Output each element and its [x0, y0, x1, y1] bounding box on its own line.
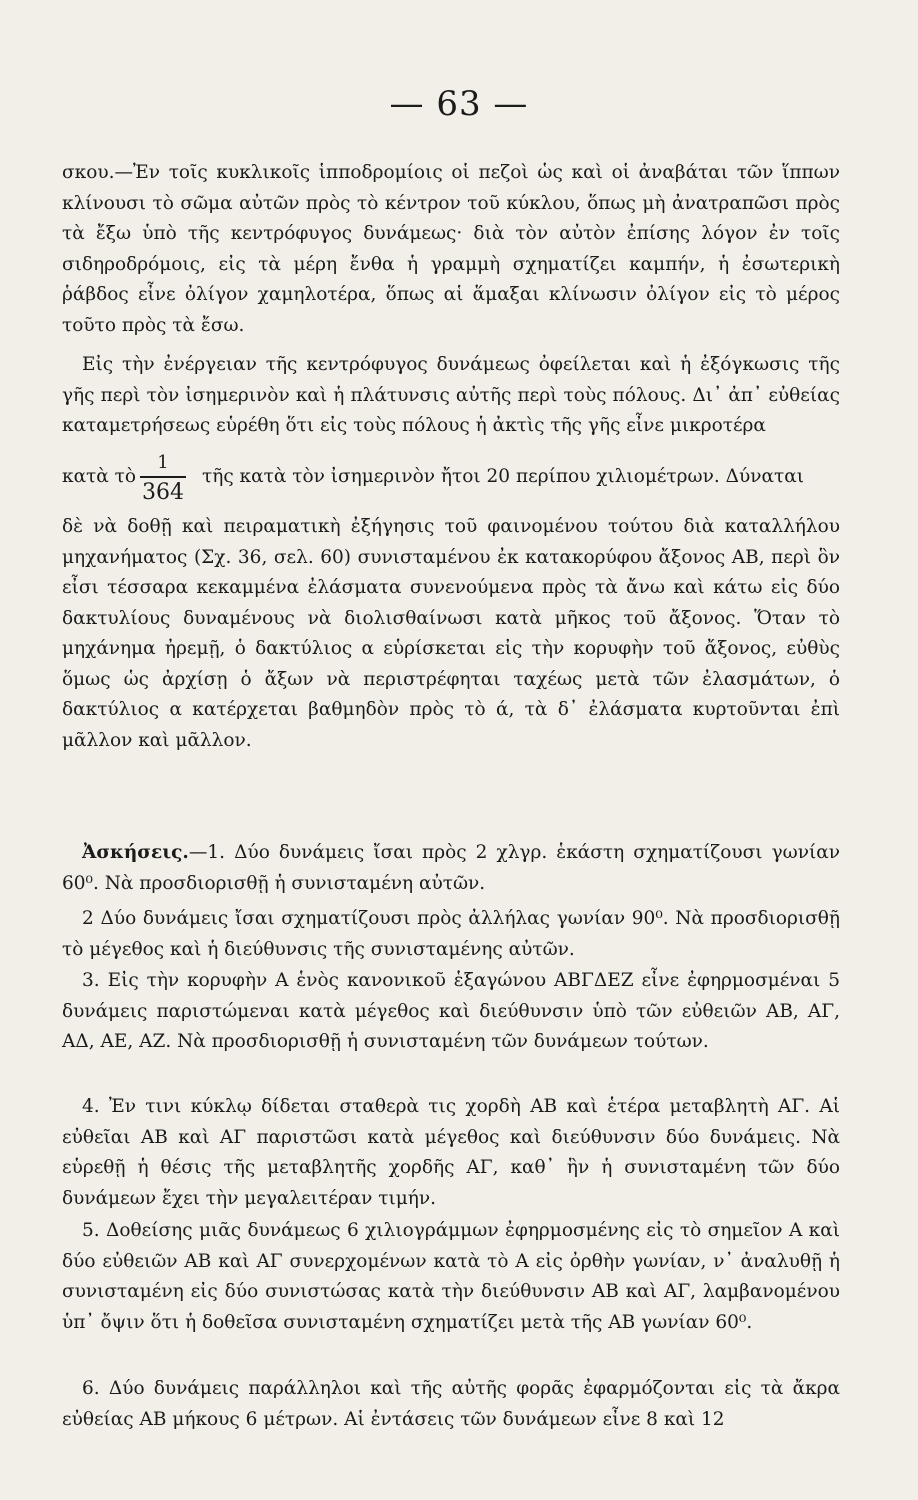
fraction-numerator: 1: [157, 452, 169, 473]
exercise-6: 6. Δύο δυνάμεις παράλληλοι καὶ τῆς αὐτῆς φορᾶς ἐφαρμόζονται εἰς τὰ ἄκρα εὐθείας ΑΒ μήκους 6 μέτρων. Αἱ ἐντάσεις τῶν δυνάμεων εἶνε 8 καὶ 12: [62, 1378, 840, 1430]
exercise-5: 5. Δοθείσης μιᾶς δυνάμεως 6 χιλιογράμμων ἐφηρμοσμένης εἰς τὸ σημεῖον Α καὶ δύο εὐθειῶν ΑΒ καὶ ΑΓ συνερχομένων κατὰ τὸ Α εἰς ὀρθὴν γωνίαν, ν᾽ ἀναλυθῇ ἡ συνισταμένη εἰς δύο συνιστώσας κατὰ τὴν διεύθυνσιν ΑΒ καὶ ΑΓ, λαμβανομένου ὑπ᾽ ὄψιν ὅτι ἡ δοθεῖσα συνισταμένη σχηματίζει μετὰ τῆς ΑΒ γωνίαν 60⁰.: [62, 1220, 840, 1333]
exercise-4: 4. Ἐν τινι κύκλῳ δίδεται σταθερὰ τις χορδὴ ΑΒ καὶ ἑτέρα μεταβλητὴ ΑΓ. Αἱ εὐθεῖαι ΑΒ καὶ ΑΓ παριστῶσι κατὰ μέγεθος καὶ διεύθυνσιν δύο δυνάμεις. Νὰ εὑρεθῇ ἡ θέσις τῆς μεταβλητῆς χορδῆς ΑΓ, καθ᾽ ἣν ἡ συνισταμένη τῶν δύο δυνάμεων ἔχει τὴν μεγαλειτέραν τιμήν.: [62, 1096, 840, 1209]
paragraph-experiment: δὲ νὰ δοθῇ καὶ πειραματικὴ ἐξήγησις τοῦ φαινομένου τούτου διὰ καταλλήλου μηχανήματος (Σχ. 36, σελ. 60) συνισταμένου ἐκ κατακορύφου ἄξονος ΑΒ, περὶ ὃν εἶσι τέσσαρα κεκαμμένα ἐλάσματα συνενούμενα πρὸς τὰ ἄνω καὶ κάτω εἰς δύο δακτυλίους δυναμένους νὰ διολισθαίνωσι κατὰ μῆκος τοῦ ἄξονος. Ὅταν τὸ μηχάνημα ἠρεμῇ, ὁ δακτύλιος α εὑρίσκεται εἰς τὴν κορυφὴν τοῦ ἄξονος, εὐθὺς ὅμως ὡς ἀρχίσῃ ὁ ἄξων νὰ περιστρέφηται ταχέως μετὰ τῶν ἐλασμάτων, ὁ δακτύλιος α κατέρχεται βαθμηδὸν πρὸς τὸ ά, τὰ δ᾽ ἐλάσματα κυρτοῦνται ἐπὶ μᾶλλον καὶ μᾶλλον.: [62, 516, 840, 751]
fraction-prefix: κατὰ τὸ: [62, 466, 137, 487]
paragraph-earth-flattening: Εἰς τὴν ἐνέργειαν τῆς κεντρόφυγος δυνάμεως ὀφείλεται καὶ ἡ ἐξόγκωσις τῆς γῆς περὶ τὸν ἰσημερινὸν καὶ ἡ πλάτυνσις αὐτῆς περὶ τοὺς πόλους. Δι᾽ ἀπ᾽ εὐθείας καταμετρήσεως εὑρέθη ὅτι εἰς τοὺς πόλους ἡ ἀκτὶς τῆς γῆς εἶνε μικροτέρα: [62, 354, 840, 436]
fraction-denominator: 364: [142, 480, 184, 505]
fraction: [134, 452, 192, 506]
exercise-3: 3. Εἰς τὴν κορυφὴν Α ἑνὸς κανονικοῦ ἑξαγώνου ΑΒΓΔΕΖ εἶνε ἐφηρμοσμέναι 5 δυνάμεις παριστώμεναι κατὰ μέγεθος καὶ διεύθυνσιν ὑπὸ τῶν εὐθειῶν ΑΒ, ΑΓ, ΑΔ, ΑΕ, ΑΖ. Νὰ προσδιορισθῇ ἡ συνισταμένη τῶν δυνάμεων τούτων.: [62, 970, 840, 1052]
exercises-heading: Ἀσκήσεις.: [82, 842, 189, 863]
fraction-line: [62, 452, 840, 510]
exercise-1-text: —1. Δύο δυνάμεις ἴσαι πρὸς 2 χλγρ. ἑκάστη σχηματίζουσι γωνίαν 60⁰. Νὰ προσδιορισθῇ ἡ συνισταμένη αὐτῶν.: [62, 842, 840, 894]
exercise-2: 2 Δύο δυνάμεις ἴσαι σχηματίζουσι πρὸς ἀλλήλας γωνίαν 90⁰. Νὰ προσδιορισθῇ τὸ μέγεθος καὶ ἡ διεύθυνσις τῆς συνισταμένης αὐτῶν.: [62, 908, 840, 960]
exercise-1: [62, 838, 840, 899]
paragraph-centrifugal-examples: σκου.—Ἐν τοῖς κυκλικοῖς ἱπποδρομίοις οἱ πεζοὶ ὡς καὶ οἱ ἀναβάται τῶν ἵππων κλίνουσι τὸ σῶμα αὐτῶν πρὸς τὸ κέντρον τοῦ κύκλου, ὅπως μὴ ἀνατραπῶσι πρὸς τὰ ἔξω ὑπὸ τῆς κεντρόφυγος δυνάμεως· διὰ τὸν αὐτὸν ἐπίσης λόγον ἐν τοῖς σιδηροδρόμοις, εἰς τὰ μέρη ἔνθα ἡ γραμμὴ σχηματίζει καμπήν, ἡ ἐσωτερικὴ ῥάβδος εἶνε ὀλίγον χαμηλοτέρα, ὅπως αἱ ἅμαξαι κλίνωσιν ὀλίγον εἰς τὸ μέρος τοῦτο πρὸς τὰ ἔσω.: [62, 162, 840, 336]
fraction-bar: [140, 476, 186, 478]
page-number: — 63 —: [389, 84, 529, 124]
fraction-suffix: τῆς κατὰ τὸν ἰσημερινὸν ἤτοι 20 περίπου χιλιομέτρων. Δύναται: [202, 466, 804, 487]
